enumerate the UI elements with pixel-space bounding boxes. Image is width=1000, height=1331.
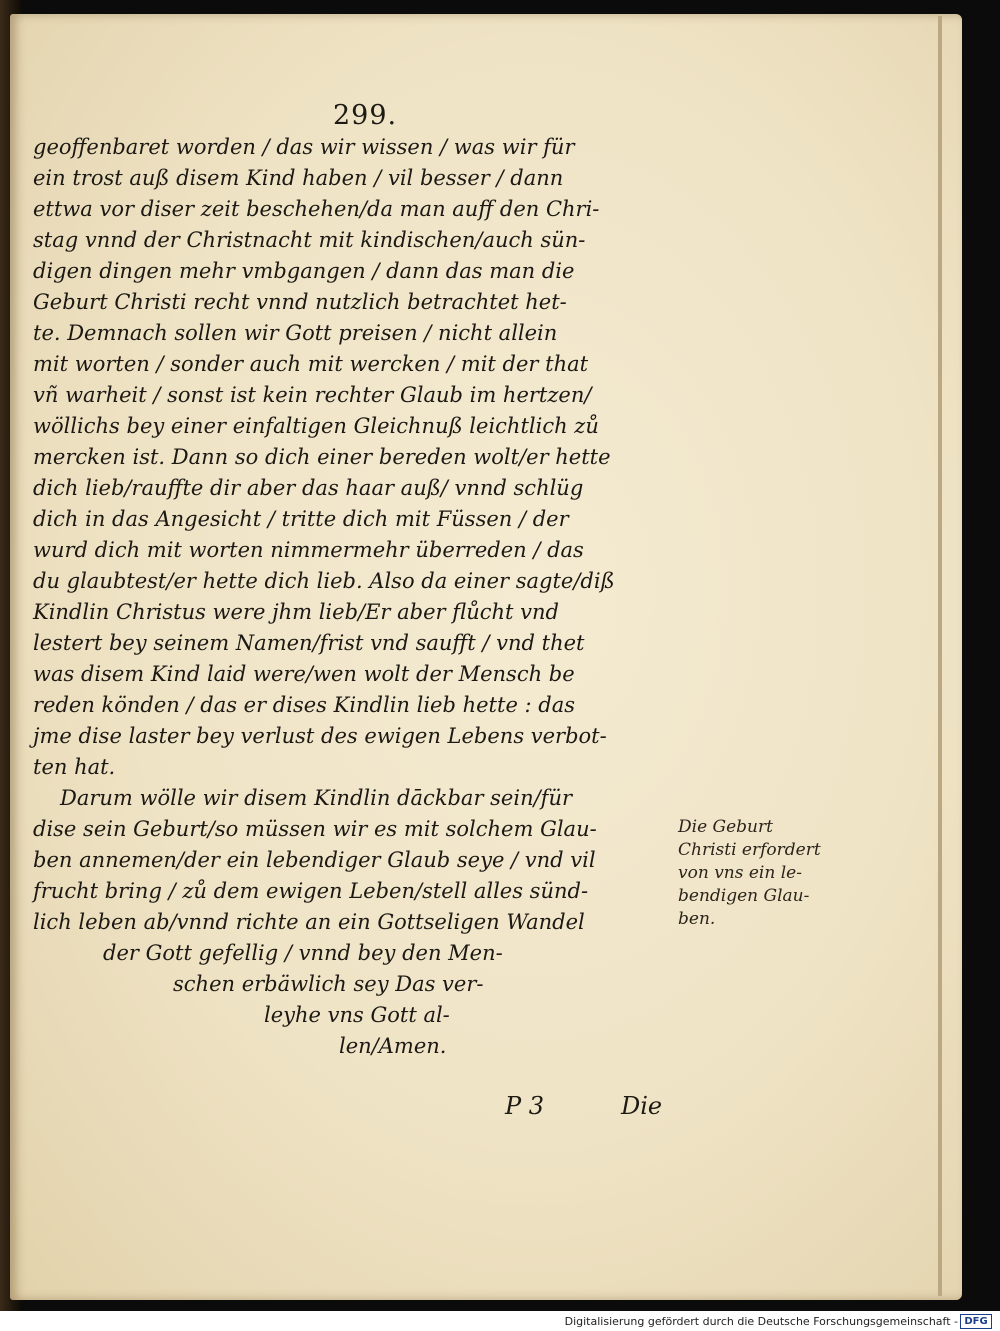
text-line: jme dise laster bey verlust des ewigen Lebens verbot- [33, 724, 607, 748]
text-line: stag vnnd der Christnacht mit kindischen/auch sün- [33, 228, 586, 252]
catchword: Die [621, 1092, 663, 1120]
text-line: digen dingen mehr vmbgangen / dann das man die [33, 259, 575, 283]
margin-note-line: von vns ein le- [678, 863, 802, 883]
text-line: dise sein Geburt/so müssen wir es mit solchem Glau- [33, 817, 597, 841]
text-line: leyhe vns Gott al- [264, 1003, 450, 1027]
text-line: ten hat. [33, 755, 116, 779]
margin-note-line: ben. [678, 909, 716, 929]
text-line: der Gott gefellig / vnnd bey den Men- [103, 941, 503, 965]
text-line: dich in das Angesicht / tritte dich mit Füssen / der [33, 507, 569, 531]
text-line: te. Demnach sollen wir Gott preisen / nicht allein [33, 321, 558, 345]
text-line: ben annemen/der ein lebendiger Glaub seye / vnd vil [33, 848, 596, 872]
text-line: ein trost auß disem Kind haben / vil besser / dann [33, 166, 564, 190]
text-line: ettwa vor diser zeit beschehen/da man auff den Chri- [33, 197, 600, 221]
text-line: mercken ist. Dann so dich einer bereden wolt/er hette [33, 445, 611, 469]
text-line: mit worten / sonder auch mit wercken / mit der that [33, 352, 589, 376]
text-line: du glaubtest/er hette dich lieb. Also da einer sagte/diß [33, 569, 615, 593]
text-line: dich lieb/rauffte dir aber das haar auß/ vnnd schlüg [33, 476, 584, 500]
main-text-block [33, 132, 688, 1062]
signature-mark: P 3 [505, 1092, 545, 1120]
text-line: Kindlin Christus were jhm lieb/Er aber flůcht vnd [33, 600, 560, 624]
text-line: wurd dich mit worten nimmermehr überreden / das [33, 538, 584, 562]
margin-note [678, 816, 843, 931]
text-line: lich leben ab/vnnd richte an ein Gottseligen Wandel [33, 910, 585, 934]
text-line: vñ warheit / sonst ist kein rechter Glaub im hertzen/ [33, 383, 592, 407]
page-number: 299. [333, 100, 398, 131]
footer-bar [0, 1311, 1000, 1331]
text-line: lestert bey seinem Namen/frist vnd saufft / vnd thet [33, 631, 585, 655]
dfg-logo: DFG [960, 1314, 992, 1329]
text-line: frucht bring / zů dem ewigen Leben/stell alles sünd- [33, 879, 589, 903]
text-line: geoffenbaret worden / das wir wissen / was wir für [33, 135, 575, 159]
margin-note-line: Christi erfordert [678, 840, 821, 860]
margin-note-line: bendigen Glau- [678, 886, 810, 906]
funding-credit: Digitalisierung gefördert durch die Deutsche Forschungsgemeinschaft - [564, 1315, 958, 1328]
text-line: len/Amen. [339, 1034, 447, 1058]
text-line: reden könden / das er dises Kindlin lieb hette : das [33, 693, 576, 717]
text-line: wöllichs bey einer einfaltigen Gleichnuß leichtlich zů [33, 414, 599, 438]
text-line: schen erbäwlich sey Das ver- [173, 972, 484, 996]
text-line: was disem Kind laid were/wen wolt der Mensch be [33, 662, 575, 686]
margin-note-line: Die Geburt [678, 817, 773, 837]
text-line: Geburt Christi recht vnnd nutzlich betrachtet het- [33, 290, 567, 314]
text-line: Darum wölle wir disem Kindlin dāckbar sein/für [60, 786, 573, 810]
page-edge [938, 16, 942, 1296]
